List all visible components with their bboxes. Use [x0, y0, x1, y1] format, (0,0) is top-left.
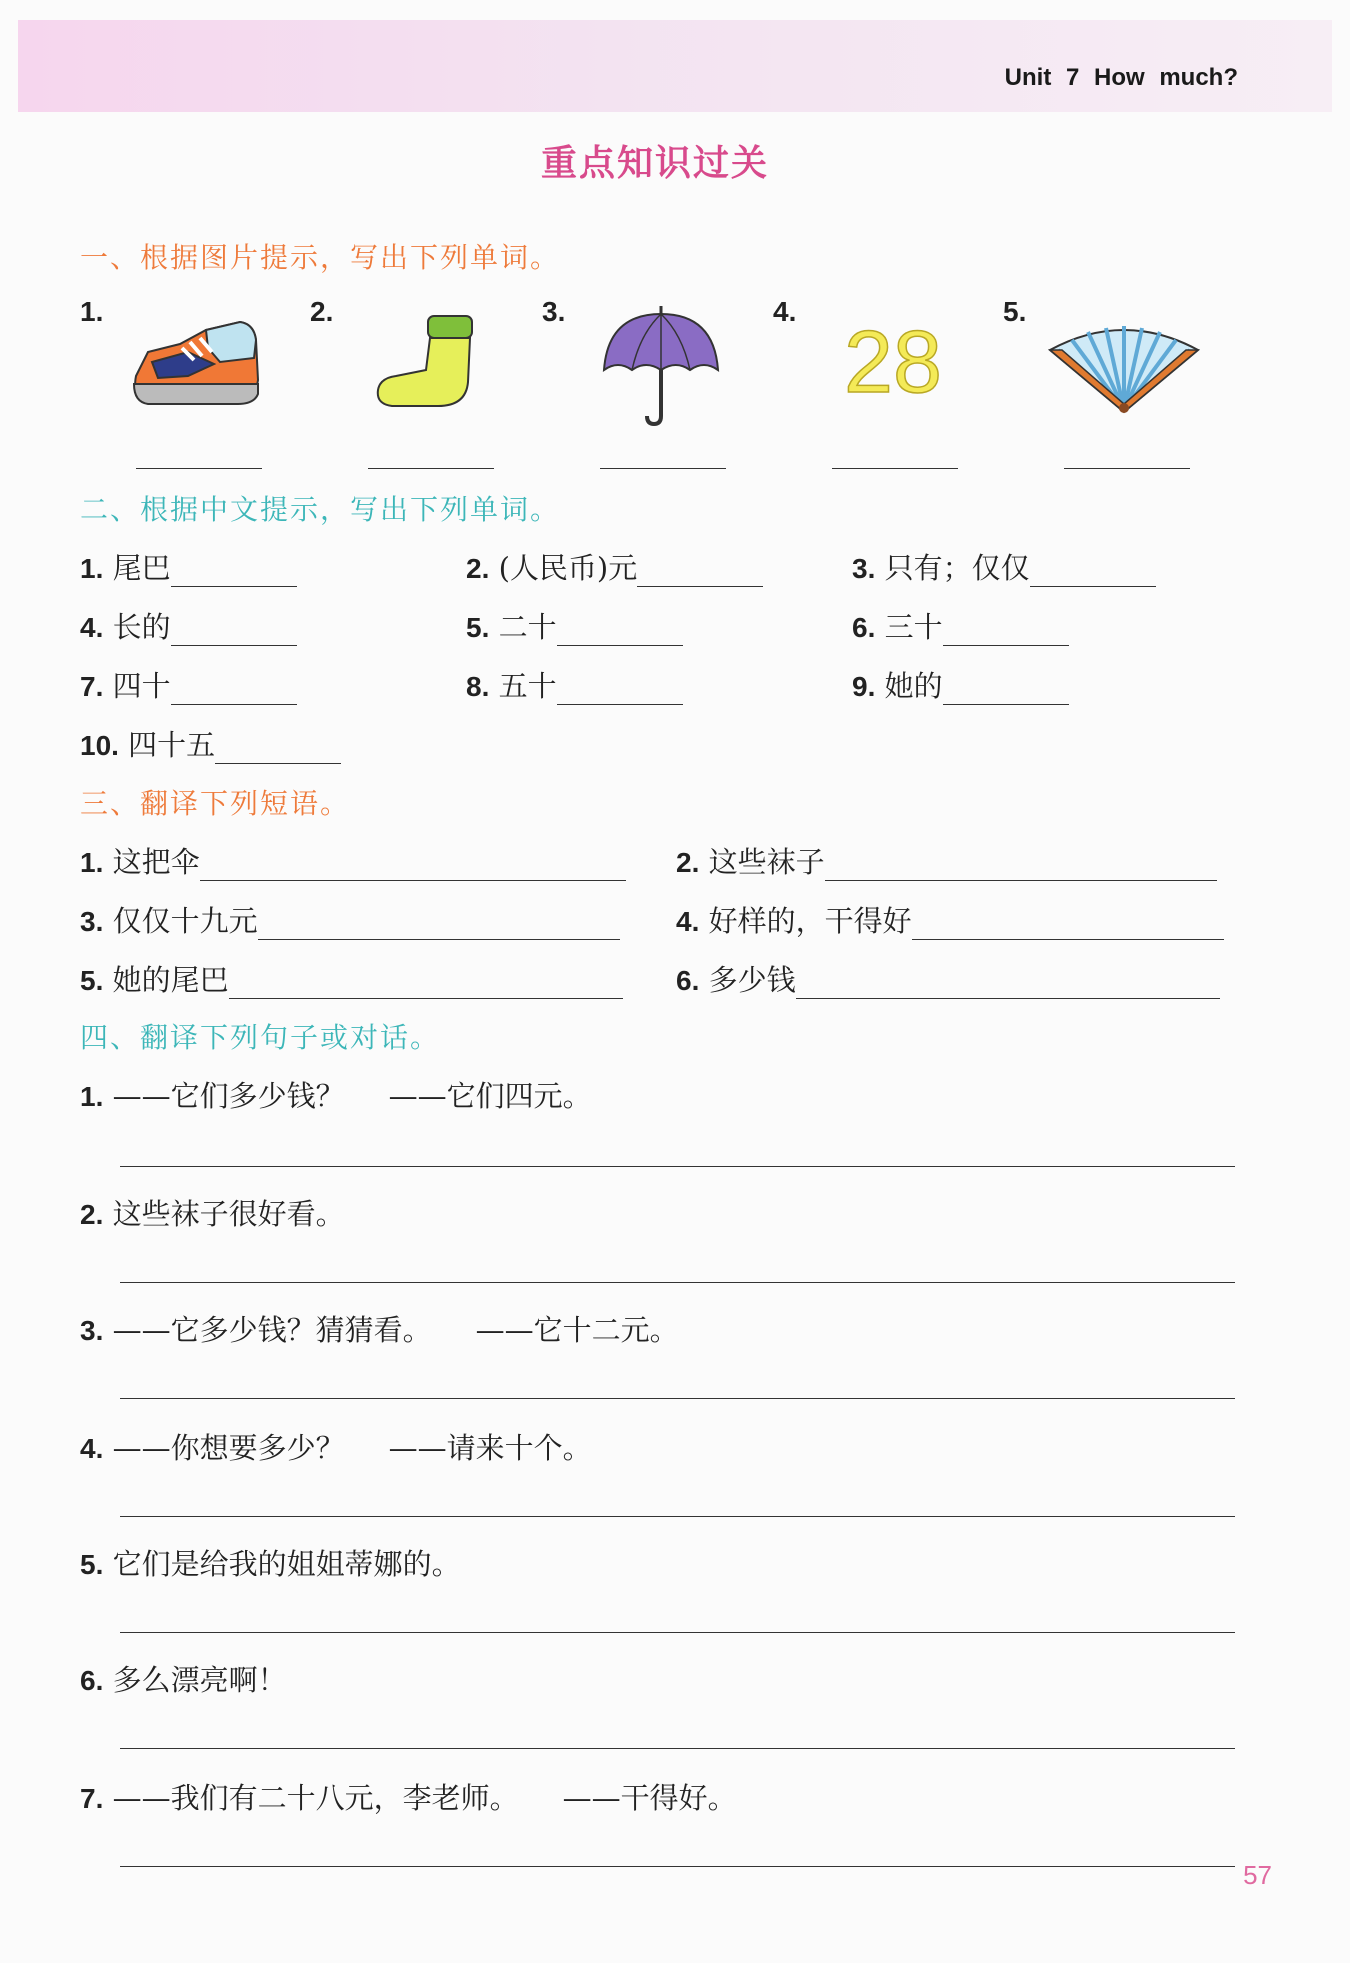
answer-blank[interactable]	[557, 678, 683, 705]
vocab-item: 3. 只有；仅仅	[852, 546, 1156, 587]
answer-blank[interactable]	[943, 678, 1069, 705]
answer-line[interactable]	[120, 1282, 1235, 1283]
answer-line[interactable]	[368, 468, 494, 469]
answer-blank[interactable]	[171, 678, 297, 705]
sentence-item: 2. 这些袜子很好看。	[80, 1197, 345, 1231]
vocab-item: 7. 四十	[80, 664, 297, 705]
answer-blank[interactable]	[637, 560, 763, 587]
page-title: 重点知识过关	[540, 143, 769, 184]
answer-blank[interactable]	[171, 560, 297, 587]
section-3-heading: 三、翻译下列短语。	[80, 787, 351, 820]
answer-line[interactable]	[120, 1748, 1235, 1749]
sneaker-icon	[128, 318, 264, 408]
vocab-item: 5. 二十	[466, 605, 683, 646]
answer-line[interactable]	[120, 1866, 1235, 1867]
answer-blank[interactable]	[215, 737, 341, 764]
answer-line[interactable]	[120, 1398, 1235, 1399]
fan-icon	[1046, 316, 1202, 416]
section-4-heading: 四、翻译下列句子或对话。	[80, 1021, 441, 1054]
answer-blank[interactable]	[912, 913, 1224, 940]
answer-line[interactable]	[136, 468, 262, 469]
page-number: 57	[1243, 1860, 1272, 1890]
answer-line[interactable]	[120, 1166, 1235, 1167]
answer-blank[interactable]	[796, 972, 1220, 999]
answer-blank[interactable]	[171, 619, 297, 646]
vocab-item: 6. 三十	[852, 605, 1069, 646]
sentence-item: 5. 它们是给我的姐姐蒂娜的。	[80, 1547, 461, 1581]
sentence-item: 3. ——它多少钱？猜猜看。 ——它十二元。	[80, 1313, 679, 1347]
umbrella-icon	[600, 304, 722, 428]
answer-line[interactable]	[832, 468, 958, 469]
picture-item-number: 2.	[310, 296, 334, 327]
vocab-item: 2. (人民币)元	[466, 546, 763, 587]
phrase-item: 2. 这些袜子	[676, 840, 1217, 881]
answer-blank[interactable]	[1030, 560, 1156, 587]
picture-item-number: 1.	[80, 296, 104, 327]
sock-icon	[372, 312, 484, 412]
phrase-item: 3. 仅仅十九元	[80, 899, 620, 940]
answer-blank[interactable]	[200, 854, 626, 881]
answer-line[interactable]	[1064, 468, 1190, 469]
picture-item-number: 3.	[542, 296, 566, 327]
number-28-text: 28	[844, 318, 942, 400]
section-1-heading: 一、根据图片提示，写出下列单词。	[80, 241, 561, 274]
sentence-item: 7. ——我们有二十八元，李老师。 ——干得好。	[80, 1781, 737, 1815]
answer-blank[interactable]	[943, 619, 1069, 646]
answer-line[interactable]	[120, 1632, 1235, 1633]
phrase-item: 4. 好样的，干得好	[676, 899, 1224, 940]
phrase-item: 6. 多少钱	[676, 958, 1220, 999]
vocab-item: 1. 尾巴	[80, 546, 297, 587]
answer-blank[interactable]	[557, 619, 683, 646]
answer-blank[interactable]	[258, 913, 620, 940]
unit-title: Unit 7 How much?	[1004, 64, 1238, 91]
sentence-item: 1. ——它们多少钱？ ——它们四元。	[80, 1079, 592, 1113]
sentence-item: 6. 多么漂亮啊！	[80, 1663, 287, 1697]
answer-line[interactable]	[600, 468, 726, 469]
vocab-item: 9. 她的	[852, 664, 1069, 705]
vocab-item: 8. 五十	[466, 664, 683, 705]
answer-blank[interactable]	[229, 972, 623, 999]
vocab-item: 4. 长的	[80, 605, 297, 646]
picture-item-number: 5.	[1003, 296, 1027, 327]
vocab-item: 10. 四十五	[80, 723, 341, 764]
sentence-item: 4. ——你想要多少？ ——请来十个。	[80, 1431, 592, 1465]
section-2-heading: 二、根据中文提示，写出下列单词。	[80, 493, 561, 526]
answer-line[interactable]	[120, 1516, 1235, 1517]
phrase-item: 1. 这把伞	[80, 840, 640, 881]
phrase-item: 5. 她的尾巴	[80, 958, 623, 999]
number-28-icon	[838, 318, 948, 400]
answer-blank[interactable]	[825, 854, 1217, 881]
picture-item-number: 4.	[773, 296, 797, 327]
